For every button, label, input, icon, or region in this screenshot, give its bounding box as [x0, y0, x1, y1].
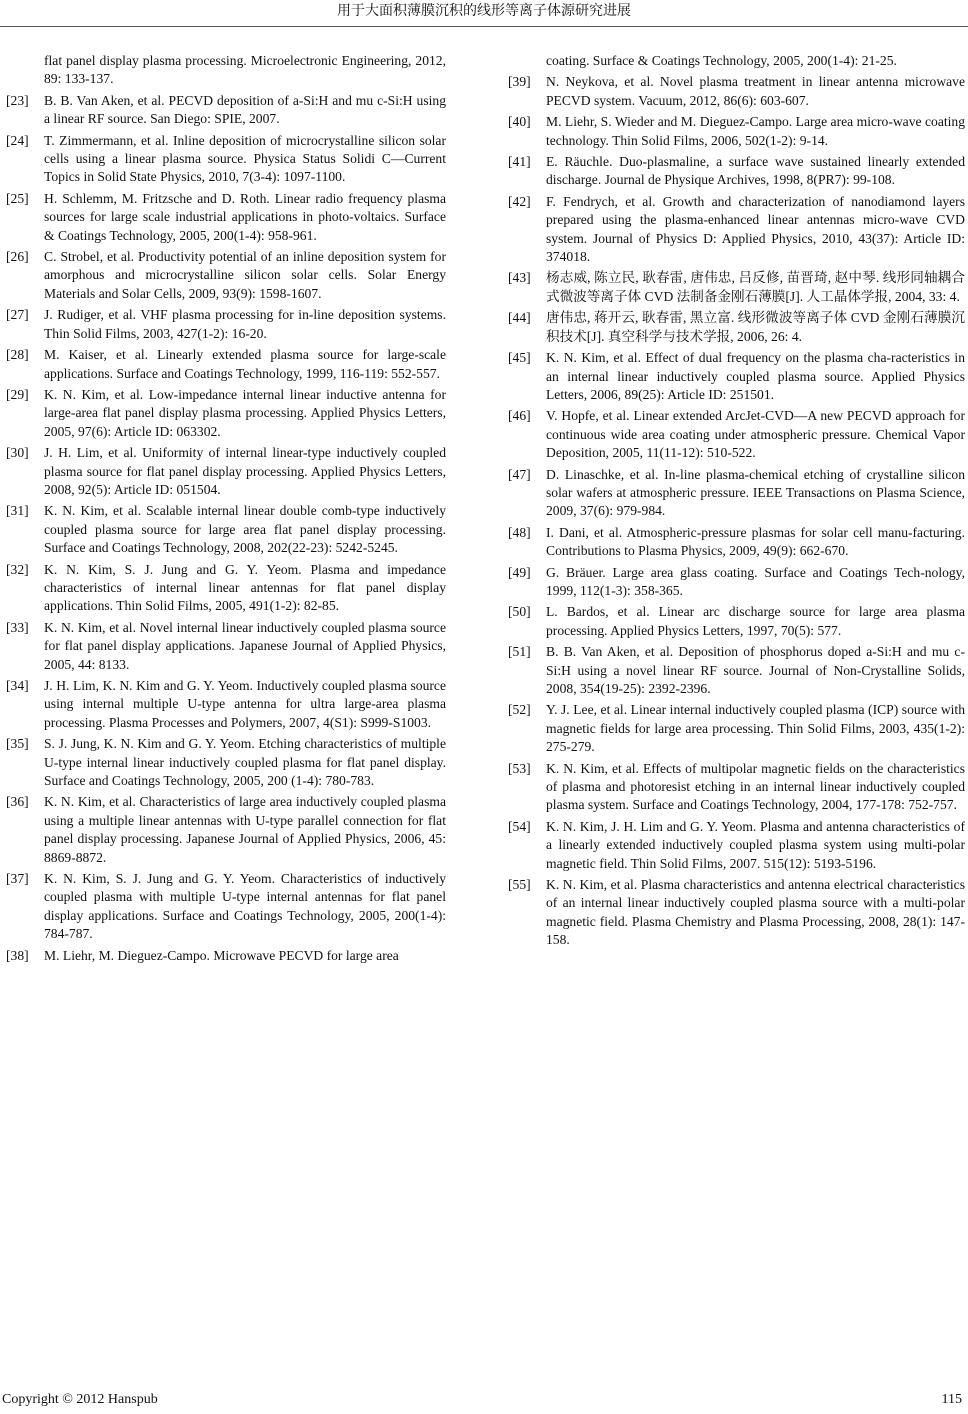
reference-text: E. Räuchle. Duo-plasmaline, a surface wave sustained linearly extended discharge. Journal de Physique Archives, 1998, 8(PR7): 99-108. [546, 154, 965, 188]
reference-number: [43] [508, 270, 531, 286]
reference-entry [508, 524, 965, 561]
reference-entry [508, 466, 965, 521]
reference-entry [508, 564, 965, 601]
reference-text: K. N. Kim, et al. Effects of multipolar magnetic fields on the characteristics of plasma and photoresist etching in an internal linear inductively coupled plasma system. Surface and Coatings Technology, 2004, 177-178: 752-757. [546, 760, 965, 813]
reference-entry [508, 701, 965, 756]
reference-number: [50] [508, 604, 531, 620]
reference-text: J. H. Lim, et al. Uniformity of internal linear-type inductively coupled plasma source for flat panel display processing. Applied Physics Letters, 2008, 92(5): Article ID: 051504. [44, 445, 446, 497]
reference-text: G. Bräuer. Large area glass coating. Surface and Coatings Tech-nology, 1999, 112(1-3): 358-365. [546, 564, 965, 598]
reference-text: K. N. Kim, S. J. Jung and G. Y. Yeom. Plasma and impedance characteristics of internal linear antennas for flat panel display applications. Thin Solid Films, 2005, 491(1-2): 82-85. [44, 561, 446, 614]
reference-entry [508, 407, 965, 462]
reference-entry [6, 677, 446, 732]
reference-entry [6, 619, 446, 674]
running-header [0, 0, 968, 27]
reference-text: S. J. Jung, K. N. Kim and G. Y. Yeom. Etching characteristics of multiple U-type internal linear inductively coupled plasma for flat panel display. Surface and Coatings Technology, 2005, 200 (1-4): 780-783. [44, 736, 446, 789]
reference-text: J. H. Lim, K. N. Kim and G. Y. Yeom. Inductively coupled plasma source using internal multiple U-type antenna for ultra large-area plasma processing. Plasma Processes and Polymers, 2007, 4(S1): S999-S1003. [44, 678, 446, 730]
reference-entry [508, 269, 965, 306]
reference-entry [508, 349, 965, 404]
reference-entry [508, 153, 965, 190]
page-footer [0, 1390, 968, 1410]
reference-text: V. Hopfe, et al. Linear extended ArcJet-CVD—A new PECVD approach for continuous wide area coating under atmospheric pressure. Chemical Vapor Deposition, 2005, 11(11-12): 510-522. [546, 408, 965, 461]
reference-text: K. N. Kim, et al. Characteristics of large area inductively coupled plasma using a multiple linear antennas with U-type parallel connection for flat panel display processing. Japanese Journal of Applied Physics, 2006, 45: 8869-8872. [44, 794, 446, 865]
reference-text: M. Liehr, M. Dieguez-Campo. Microwave PECVD for large area [44, 947, 399, 963]
reference-text: N. Neykova, et al. Novel plasma treatment in linear antenna microwave PECVD system. Vacuum, 2012, 86(6): 603-607. [546, 74, 965, 108]
reference-number: [29] [6, 386, 29, 402]
reference-text: M. Liehr, S. Wieder and M. Dieguez-Campo. Large area micro-wave coating technology. Thin Solid Films, 2006, 502(1-2): 9-14. [546, 114, 965, 148]
reference-number: [47] [508, 466, 531, 482]
reference-entry [6, 947, 446, 965]
reference-number: [53] [508, 760, 531, 776]
reference-number: [51] [508, 644, 531, 660]
reference-continuation: flat panel display plasma processing. Microelectronic Engineering, 2012, 89: 133-137. [44, 53, 446, 87]
reference-number: [49] [508, 564, 531, 580]
reference-continuation: coating. Surface & Coatings Technology, 2005, 200(1-4): 21-25. [546, 53, 897, 68]
reference-number: [48] [508, 524, 531, 540]
reference-text: 唐伟忠, 蒋开云, 耿春雷, 黑立富. 线形微波等离子体 CVD 金刚石薄膜沉积技术[J]. 真空科学与技术学报, 2006, 26: 4. [546, 310, 965, 344]
reference-number: [45] [508, 350, 531, 366]
reference-text: C. Strobel, et al. Productivity potential of an inline deposition system for amorphous and microcrystalline silicon solar cells. Solar Energy Materials and Solar Cells, 2009, 93(9): 1598-1607. [44, 249, 446, 301]
reference-entry [508, 309, 965, 346]
references-left-column [6, 52, 446, 968]
reference-number: [34] [6, 678, 29, 693]
reference-entry [508, 73, 965, 110]
reference-number: [38] [6, 947, 29, 963]
reference-text: 杨志威, 陈立民, 耿春雷, 唐伟忠, 吕反修, 苗晋琦, 赵中琴. 线形同轴耦合式微波等离子体 CVD 法制备金刚石薄膜[J]. 人工晶体学报, 2004, 33: 4. [546, 270, 965, 304]
reference-entry [6, 248, 446, 303]
reference-number: [35] [6, 736, 29, 752]
reference-text: K. N. Kim, S. J. Jung and G. Y. Yeom. Characteristics of inductively coupled plasma with multiple U-type internal antennas for flat panel display applications. Surface and Coatings Technology, 2005, 200(1-4): 784-787. [44, 871, 446, 942]
reference-text: K. N. Kim, et al. Low-impedance internal linear inductive antenna for large-area flat panel display plasma processing. Applied Physics Letters, 2005, 97(6): Article ID: 063302. [44, 386, 446, 439]
reference-entry [508, 760, 965, 815]
reference-number: [36] [6, 794, 29, 810]
reference-entry [6, 92, 446, 129]
reference-text: B. B. Van Aken, et al. Deposition of phosphorus doped a-Si:H and mu c-Si:H using a novel linear RF source. Journal of Non-Crystalline Solids, 2008, 354(19-25): 2392-2396. [546, 644, 965, 696]
reference-number: [42] [508, 193, 531, 209]
reference-number: [25] [6, 190, 29, 206]
reference-number: [46] [508, 408, 531, 424]
reference-entry [6, 190, 446, 245]
reference-entry [508, 643, 965, 698]
reference-text: L. Bardos, et al. Linear arc discharge source for large area plasma processing. Applied Physics Letters, 1997, 70(5): 577. [546, 604, 965, 638]
journal-article-title: 用于大面积薄膜沉积的线形等离子体源研究进展 [337, 4, 631, 19]
reference-entry [6, 386, 446, 441]
reference-text: K. N. Kim, J. H. Lim and G. Y. Yeom. Plasma and antenna characteristics of a linearly extended inductively coupled plasma system using multi-polar magnetic field. Thin Solid Films, 2007. 515(12): 5193-5196. [546, 818, 965, 871]
reference-text: K. N. Kim, et al. Plasma characteristics and antenna electrical characteristics of an internal linear inductively coupled plasma source with a multi-polar magnetic field. Plasma Chemistry and Plasma Processing, 2008, 28(1): 147-158. [546, 877, 965, 948]
reference-entry [6, 735, 446, 790]
reference-number: [40] [508, 114, 531, 130]
reference-text: J. Rudiger, et al. VHF plasma processing for in-line deposition systems. Thin Solid Films, 2003, 427(1-2): 16-20. [44, 307, 446, 341]
reference-text: H. Schlemm, M. Fritzsche and D. Roth. Linear radio frequency plasma sources for large scale industrial applications in photo-voltaics. Surface & Coatings Technology, 2005, 200(1-4): 958-961. [44, 190, 446, 243]
reference-text: K. N. Kim, et al. Novel internal linear inductively coupled plasma source for flat panel display applications. Japanese Journal of Applied Physics, 2005, 44: 8133. [44, 619, 446, 672]
reference-text: D. Linaschke, et al. In-line plasma-chemical etching of crystalline silicon solar wafers at atmospheric pressure. IEEE Transactions on Plasma Science, 2009, 37(6): 979-984. [546, 466, 965, 519]
reference-text: M. Kaiser, et al. Linearly extended plasma source for large-scale applications. Surface and Coatings Technology, 1999, 116-119: 552-557. [44, 347, 446, 381]
reference-text: Y. J. Lee, et al. Linear internal inductively coupled plasma (ICP) source with magnetic fields for large area processing. Thin Solid Films, 2003, 435(1-2): 275-279. [546, 702, 965, 755]
references-right-column [508, 52, 965, 953]
reference-entry [6, 561, 446, 616]
reference-number: [31] [6, 503, 29, 519]
reference-number: [33] [6, 619, 29, 635]
reference-number: [24] [6, 132, 29, 148]
reference-entry [508, 876, 965, 950]
reference-number: [44] [508, 310, 531, 326]
reference-number: [28] [6, 347, 29, 363]
reference-entry [6, 502, 446, 557]
reference-entry [6, 444, 446, 499]
reference-number: [52] [508, 702, 531, 718]
reference-entry [6, 346, 446, 383]
copyright-notice: Copyright © 2012 Hanspub [2, 1392, 158, 1407]
reference-number: [37] [6, 871, 29, 887]
reference-number: [30] [6, 445, 29, 461]
reference-entry [508, 113, 965, 150]
reference-entry [6, 793, 446, 867]
page-number: 115 [941, 1392, 962, 1407]
reference-entry [508, 818, 965, 873]
reference-entry [508, 193, 965, 267]
reference-text: B. B. Van Aken, et al. PECVD deposition of a-Si:H and mu c-Si:H using a linear RF source. San Diego: SPIE, 2007. [44, 92, 446, 127]
reference-entry [6, 306, 446, 343]
reference-text: I. Dani, et al. Atmospheric-pressure plasmas for solar cell manu-facturing. Contributions to Plasma Physics, 2009, 49(9): 662-670. [546, 524, 965, 559]
reference-text: K. N. Kim, et al. Scalable internal linear double comb-type inductively coupled plasma source for large area flat panel display processing. Surface and Coatings Technology, 2008, 202(22-23): 5242-5245. [44, 503, 446, 556]
reference-number: [39] [508, 74, 531, 90]
reference-number: [27] [6, 307, 29, 323]
reference-number: [26] [6, 249, 29, 265]
reference-text: T. Zimmermann, et al. Inline deposition of microcrystalline silicon solar cells using a linear plasma source. Physica Status Solidi C—Current Topics in Solid State Physics, 2010, 7(3-4): 1097-1100. [44, 132, 446, 185]
reference-entry [508, 603, 965, 640]
reference-entry [6, 132, 446, 187]
reference-text: K. N. Kim, et al. Effect of dual frequency on the plasma cha-racteristics in an internal linear inductively coupled plasma source. Applied Physics Letters, 2006, 89(25): Article ID: 251501. [546, 350, 965, 402]
reference-number: [23] [6, 92, 29, 108]
reference-text: F. Fendrych, et al. Growth and characterization of nanodiamond layers prepared using the plasma-enhanced linear antennas micro-wave CVD system. Journal of Physics D: Applied Physics, 2010, 43(37): Article ID: 374018. [546, 193, 965, 265]
reference-entry [6, 870, 446, 944]
reference-number: [55] [508, 877, 531, 893]
reference-number: [32] [6, 561, 29, 577]
reference-number: [41] [508, 154, 531, 170]
reference-number: [54] [508, 818, 531, 834]
